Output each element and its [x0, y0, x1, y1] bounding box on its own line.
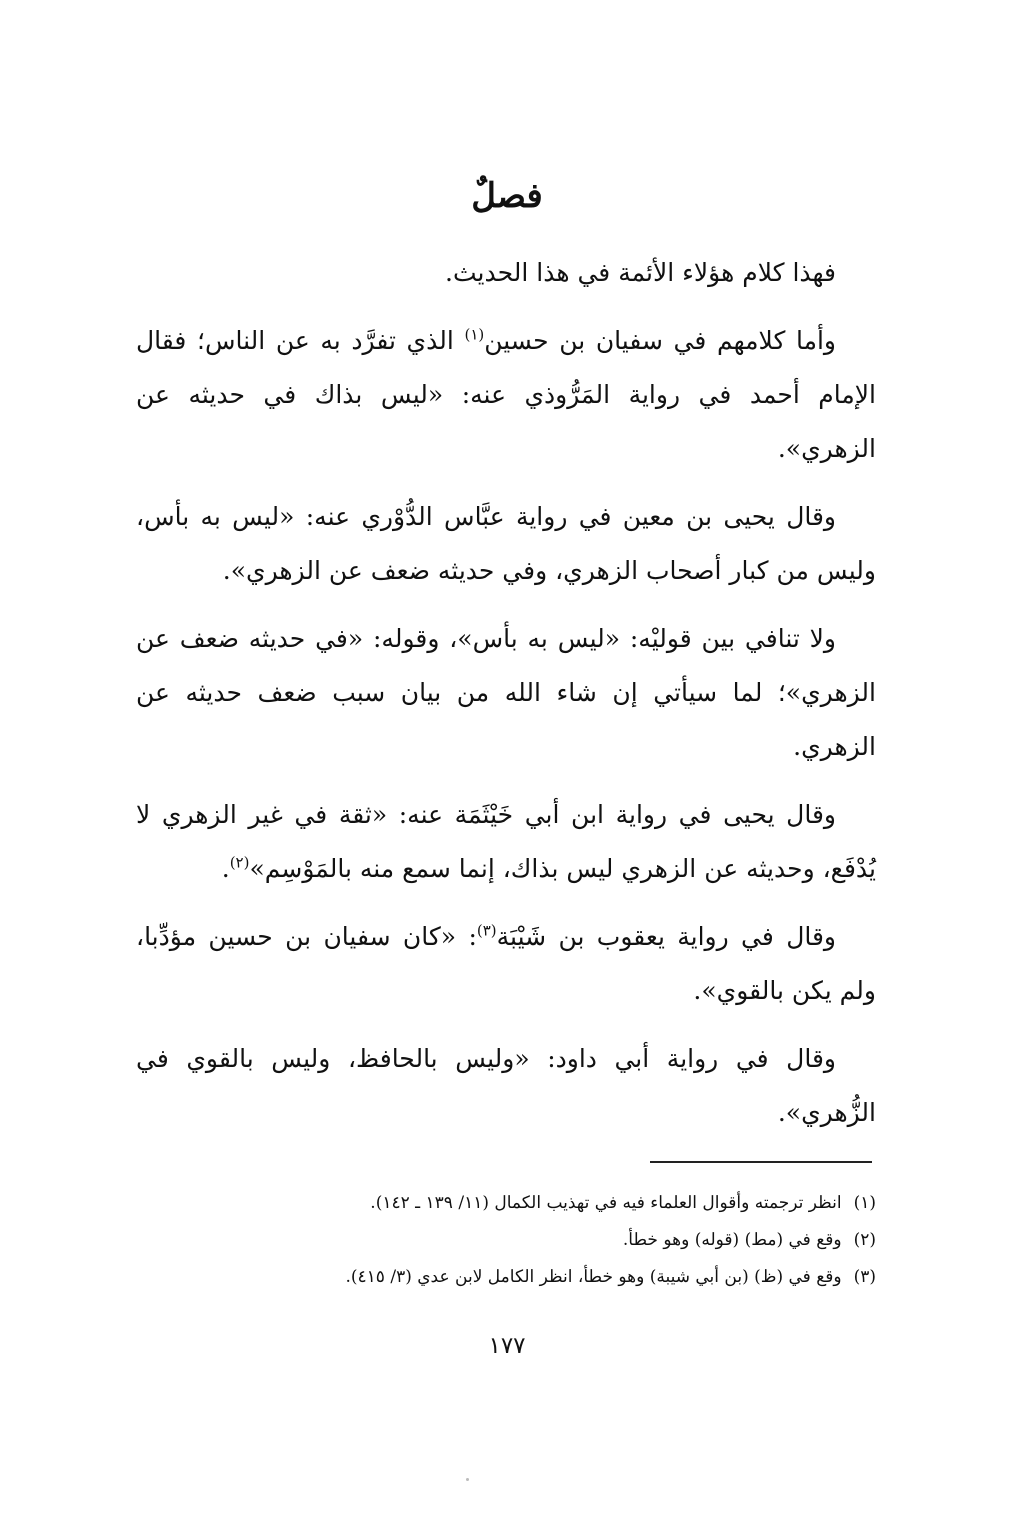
- footnote-text: انظر ترجمته وأقوال العلماء فيه في تهذيب الكمال (١١/ ١٣٩ ـ ١٤٢).: [370, 1193, 842, 1213]
- paragraph-1: فهذا كلام هؤلاء الأئمة في هذا الحديث.: [445, 258, 836, 287]
- footnote-number: (٢): [853, 1230, 876, 1250]
- section-heading: فصلٌ: [471, 176, 543, 216]
- page-number: ١٧٧: [488, 1333, 526, 1359]
- footnotes: [136, 1185, 876, 1296]
- footnote-ref-3: (٣): [476, 921, 497, 940]
- paragraph-5-part-b: .: [221, 854, 230, 883]
- footnote-text: وقع في (مط) (قوله) وهو خطأ.: [622, 1230, 842, 1250]
- footnote-divider: [650, 1161, 872, 1163]
- footnote-1: [136, 1185, 876, 1222]
- footnote-ref-2: (٢): [229, 853, 250, 872]
- footnote-2: [136, 1222, 876, 1259]
- paragraph-3: وقال يحيى بن معين في رواية عبَّاس الدُّوْري عنه: «ليس به بأس، وليس من كبار أصحاب الزهري، وفي حديثه ضعف عن الزهري».: [136, 502, 876, 585]
- paragraph-2-part-b: الذي تفرَّد به عن الناس؛ فقال الإمام أحمد في رواية المَرُّوذي عنه: «ليس بذاك في حديثه عن الزهري».: [136, 326, 876, 463]
- footnote-3: [136, 1259, 876, 1296]
- paragraph-6-part-b: : «كان سفيان بن حسين مؤدِّبا، ولم يكن بالقوي».: [136, 922, 876, 1005]
- footnote-number: (٣): [853, 1267, 876, 1287]
- main-text: [136, 246, 876, 1154]
- paragraph-4: ولا تنافي بين قوليْه: «ليس به بأس»، وقوله: «في حديثه ضعف عن الزهري»؛ لما سيأتي إن شاء الله من بيان سبب ضعف حديثه عن الزهري.: [136, 624, 876, 761]
- paragraph-2-part-a: وأما كلامهم في سفيان بن حسين: [484, 326, 837, 355]
- paragraph-6-part-a: وقال في رواية يعقوب بن شَيْبَة: [496, 922, 836, 951]
- footnote-number: (١): [853, 1193, 876, 1213]
- paragraph-5: [136, 788, 876, 896]
- scan-speck: [466, 1478, 469, 1481]
- footnote-ref-1: (١): [464, 325, 485, 344]
- paragraph-2: [136, 314, 876, 476]
- paragraph-7: وقال في رواية أبي داود: «وليس بالحافظ، وليس بالقوي في الزُّهري».: [136, 1044, 876, 1127]
- paragraph-6: [136, 910, 876, 1018]
- paragraph-5-part-a: وقال يحيى في رواية ابن أبي خَيْثَمَة عنه: «ثقة في غير الزهري لا يُدْفَع، وحديثه عن الزهري ليس بذاك، إنما سمع منه بالمَوْسِم»: [136, 800, 876, 883]
- footnote-text: وقع في (ظ) (بن أبي شيبة) وهو خطأ، انظر الكامل لابن عدي (٣/ ٤١٥).: [345, 1267, 842, 1287]
